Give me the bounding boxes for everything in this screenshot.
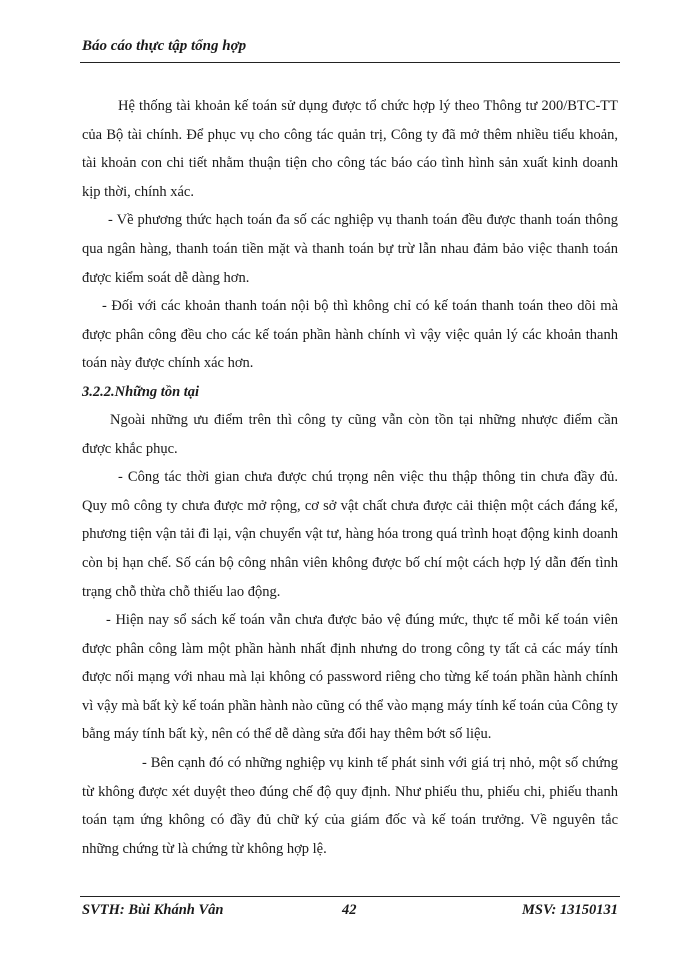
document-body xyxy=(82,92,618,863)
paragraph: Ngoài những ưu điểm trên thì công ty cũng vẫn còn tồn tại những nhược điểm cần được khắc phục. xyxy=(82,411,618,457)
header-rule xyxy=(80,62,620,63)
paragraph: - Bên cạnh đó có những nghiệp vụ kinh tế phát sinh với giá trị nhỏ, một số chứng từ không được xét duyệt theo đúng chế độ quy định. Như phiếu thu, phiếu chi, phiếu thanh toán tạm ứng không có đầy đủ chữ ký của giám đốc và kế toán trưởng. Về nguyên tắc những chứng từ là chứng từ không hợp lệ. xyxy=(82,755,618,857)
footer-student-id: MSV: 13150131 xyxy=(521,902,618,918)
page-number: 42 xyxy=(342,902,357,918)
paragraph: Hệ thống tài khoản kế toán sử dụng được tổ chức hợp lý theo Thông tư 200/BTC-TT của Bộ tài chính. Để phục vụ cho công tác quản trị, Công ty đã mở thêm nhiều tiểu khoản, tài khoản con chi tiết nhằm thuận tiện cho công tác báo cáo tình hình sản xuất kinh doanh kịp thời, chính xác. xyxy=(82,98,618,200)
page-header-title: Báo cáo thực tập tổng hợp xyxy=(82,38,247,54)
section-heading: 3.2.2.Những tồn tại xyxy=(82,383,200,400)
paragraph: - Công tác thời gian chưa được chú trọng nên việc thu thập thông tin chưa đầy đủ. Quy mô công ty chưa được mở rộng, cơ sở vật chất chưa được cải thiện một cách đáng kể, phương tiện vận tải đi lại, vận chuyển vật tư, hàng hóa trong quá trình hoạt động kinh doanh còn bị hạn chế. Số cán bộ công nhân viên không được bố chí một cách hợp lý dẫn đến tình trạng chỗ thừa chỗ thiếu lao động. xyxy=(82,469,618,600)
paragraph: - Về phương thức hạch toán đa số các nghiệp vụ thanh toán đều được thanh toán thông qua ngân hàng, thanh toán tiền mặt và thanh toán bự trừ lẫn nhau đảm bảo việc thanh toán được kiểm soát dễ dàng hơn. xyxy=(82,212,618,286)
paragraph: - Hiện nay sổ sách kế toán vẫn chưa được bảo vệ đúng mức, thực tế mỗi kế toán viên được phân công làm một phần hành nhất định nhưng do trong công ty tất cả các máy tính được nối mạng với nhau mà lại không có password riêng cho từng kế toán phần hành chính vì vậy mà bất kỳ kế toán phần hành nào cũng có thể vào mạng máy tính kế toán của Công ty bằng máy tính bất kỳ, nên có thể dễ dàng sửa đổi hay thêm bớt số liệu. xyxy=(82,612,618,743)
footer-author: SVTH: Bùi Khánh Vân xyxy=(82,902,224,918)
paragraph: - Đối với các khoản thanh toán nội bộ thì không chỉ có kế toán thanh toán theo dõi mà được phân công đều cho các kế toán phần hành chính vì vậy việc quản lý các khoản thanh toán này được chính xác hơn. xyxy=(82,298,618,372)
footer-rule xyxy=(80,896,620,897)
